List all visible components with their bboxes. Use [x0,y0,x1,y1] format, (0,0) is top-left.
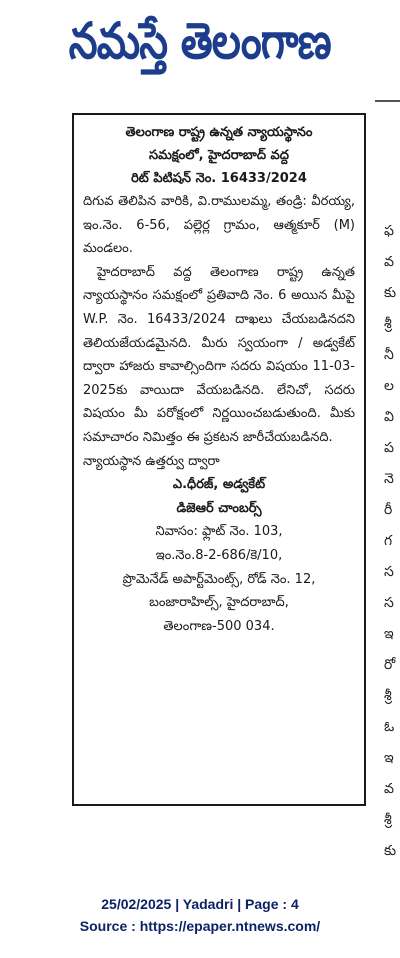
gutter-char: వ [384,254,394,270]
gutter-char: శ్రీ [384,812,392,828]
address-line-5: తెలంగాణ-500 034. [163,618,275,634]
notice-addressee: దిగువ తెలిపిన వారికి, వి.రాములమ్మ, తండ్రి: వీరయ్య, ఇం.నెం. 6-56, పల్లెర్ల గ్రామం, ఆత్మకూర్ (M) మండలం. [83,194,355,257]
gutter-char: స [384,595,394,611]
gutter-char: కు [384,285,397,301]
gutter-char: ఫ [384,223,394,239]
notice-order-line: న్యాయస్థాన ఉత్తర్వు ద్వారా [83,453,220,469]
gutter-char: శ్రీ [384,688,392,704]
address-line-1: నివాసం: ఫ్లాట్ నెం. 103, [155,524,283,540]
gutter-char: ఓ [384,719,395,735]
signatory-chambers: డిజెఆర్ చాంబర్స్ [176,500,262,516]
gutter-char: ల [384,378,394,394]
gutter-char: కు [384,843,397,859]
gutter-char: రీ [384,502,393,518]
legal-notice-box [72,113,366,806]
footer-date-edition: 25/02/2025 | Yadadri | Page : 4 [101,896,299,912]
notice-header-line-2: సమక్షంలో, హైదరాబాద్ వద్ద [149,148,289,163]
gutter-char: శ్రీ [384,316,392,332]
gutter-char: ప [384,440,394,456]
address-line-2: ఇం.నెం.8-2-686/కె/10, [155,547,283,563]
gutter-char: గ [384,533,393,549]
gutter-char: స [384,564,394,580]
address-line-4: బంజారాహిల్స్, హైదరాబాద్, [149,595,289,611]
gutter-char: నె [384,471,394,487]
gutter-char: నీ [384,347,394,363]
notice-header-line-3: రిట్ పిటిషన్ నెం. 16433/2024 [131,171,307,186]
gutter-char: వి [384,409,394,425]
newspaper-masthead [0,0,400,82]
notice-body: హైదరాబాద్ వద్ద తెలంగాణ రాష్ట్ర ఉన్నత న్యాయస్థానం సమక్షంలో ప్రతివాది నెం. 6 అయిన మీపై W.P. నెం. 16433/2024 దాఖలు చేయబడినదని తెలియజేయడమైనది. మీరు స్వయంగా / అడ్వకేట్ ద్వారా హాజరు కావాల్సిందిగా సదరు విషయం 11-03-2025కు వాయిదా వేయబడినది. లేనిచో, సదరు విషయం మీ పరోక్షంలో నిర్ణయించబడుతుంది. మీకు సమాచారం నిమిత్తం ఈ ప్రకటన జారీచేయబడినది. [83,264,355,445]
masthead-title: నమస్తే తెలంగాణ [68,12,332,70]
gutter-char: రో [384,657,396,673]
footer-source-link[interactable]: Source : https://epaper.ntnews.com/ [79,918,321,934]
gutter-char: ఇ [384,626,394,642]
gutter-char: ఇ [384,750,394,766]
signatory-name: ఎ.ధీరజ్, అడ్వకేట్ [172,477,266,493]
address-line-3: ప్రొమెనేడ్ అపార్ట్‌మెంట్స్, రోడ్ నెం. 12, [122,571,316,587]
notice-header-line-1: తెలంగాణ రాష్ట్ర ఉన్నత న్యాయస్థానం [125,125,313,140]
adjacent-column-fragment [384,216,400,867]
gutter-char: వ [384,781,394,797]
column-divider [375,100,400,102]
